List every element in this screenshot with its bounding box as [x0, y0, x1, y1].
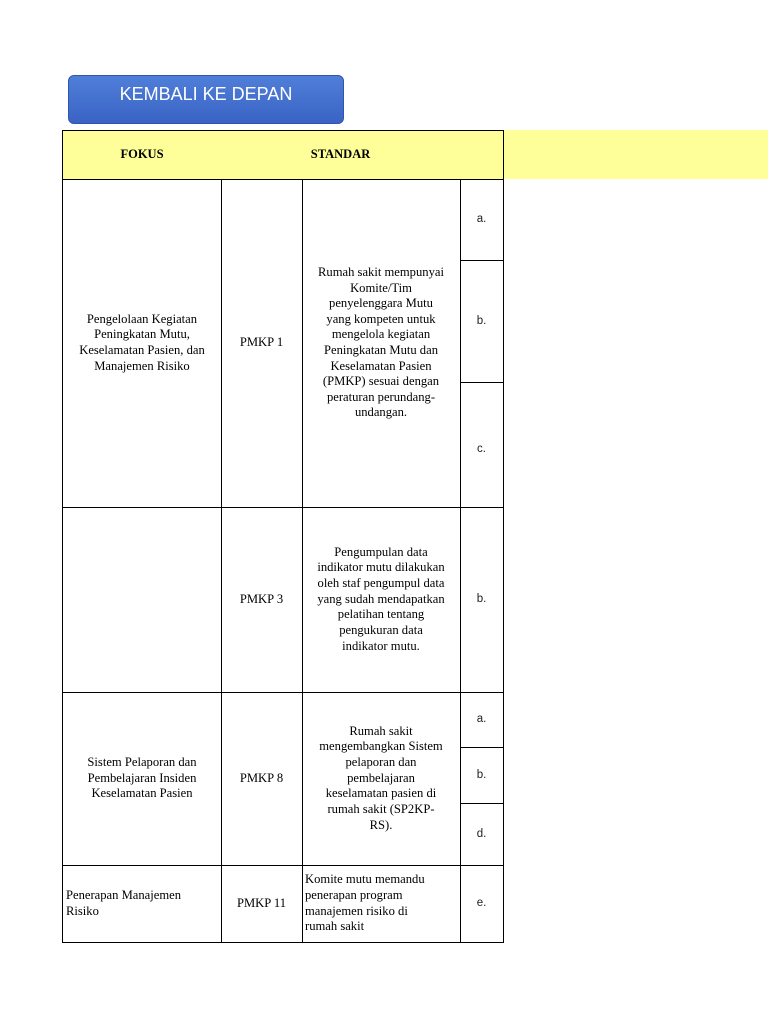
table-row-fokus	[62, 692, 222, 866]
element-item: e.	[460, 865, 504, 943]
standard-code	[221, 865, 303, 943]
description-text: Pengumpulan data indikator mutu dilakukan oleh staf pengumpul data yang sudah mendapatkan pelatihan tentang pengukuran data indikator mutu.	[317, 544, 445, 653]
code-text: PMKP 8	[239, 770, 284, 785]
header-fokus: FOKUS	[62, 130, 222, 180]
fokus-text: Penerapan Manajemen Risiko	[66, 887, 182, 918]
fokus-text: Sistem Pelaporan dan Pembelajaran Insiden Keselamatan Pasien	[87, 755, 197, 801]
description-text: Rumah sakit mengembangkan Sistem pelaporan dan pembelajaran keselamatan pasien di rumah sakit (SP2KP- RS).	[319, 723, 443, 832]
description-text: Komite mutu memandu penerapan program manajemen risiko di rumah sakit	[305, 872, 425, 934]
standard-code	[221, 179, 303, 508]
standard-description	[302, 179, 461, 508]
table-row-fokus	[62, 179, 222, 508]
standard-description	[302, 692, 461, 866]
description-text: Rumah sakit mempunyai Komite/Tim penyelenggara Mutu yang kompeten untuk mengelola kegiatan Peningkatan Mutu dan Keselamatan Pasien (PMKP) sesuai dengan peraturan perundang- undangan.	[318, 264, 444, 420]
table-row-fokus	[62, 507, 222, 693]
element-item: d.	[460, 803, 504, 866]
fokus-text: Pengelolaan Kegiatan Peningkatan Mutu, Keselamatan Pasien, dan Manajemen Risiko	[79, 311, 205, 373]
header-extra	[460, 130, 504, 180]
code-text: PMKP 11	[236, 895, 287, 910]
element-item: b.	[460, 747, 504, 804]
code-text: PMKP 3	[239, 591, 284, 606]
back-to-front-button[interactable]: KEMBALI KE DEPAN	[68, 75, 344, 124]
code-text: PMKP 1	[239, 335, 284, 350]
element-item: b.	[460, 260, 504, 383]
standard-code	[221, 692, 303, 866]
standard-description	[302, 865, 461, 943]
element-item: a.	[460, 692, 504, 748]
header-standar: STANDAR	[221, 130, 461, 180]
standard-code	[221, 507, 303, 693]
table-row-fokus	[62, 865, 222, 943]
element-item-label: c.	[477, 442, 486, 455]
element-item	[460, 382, 504, 508]
element-item: b.	[460, 507, 504, 693]
standard-description	[302, 507, 461, 693]
element-item: a.	[460, 179, 504, 261]
header-yellow-extension	[503, 130, 768, 179]
